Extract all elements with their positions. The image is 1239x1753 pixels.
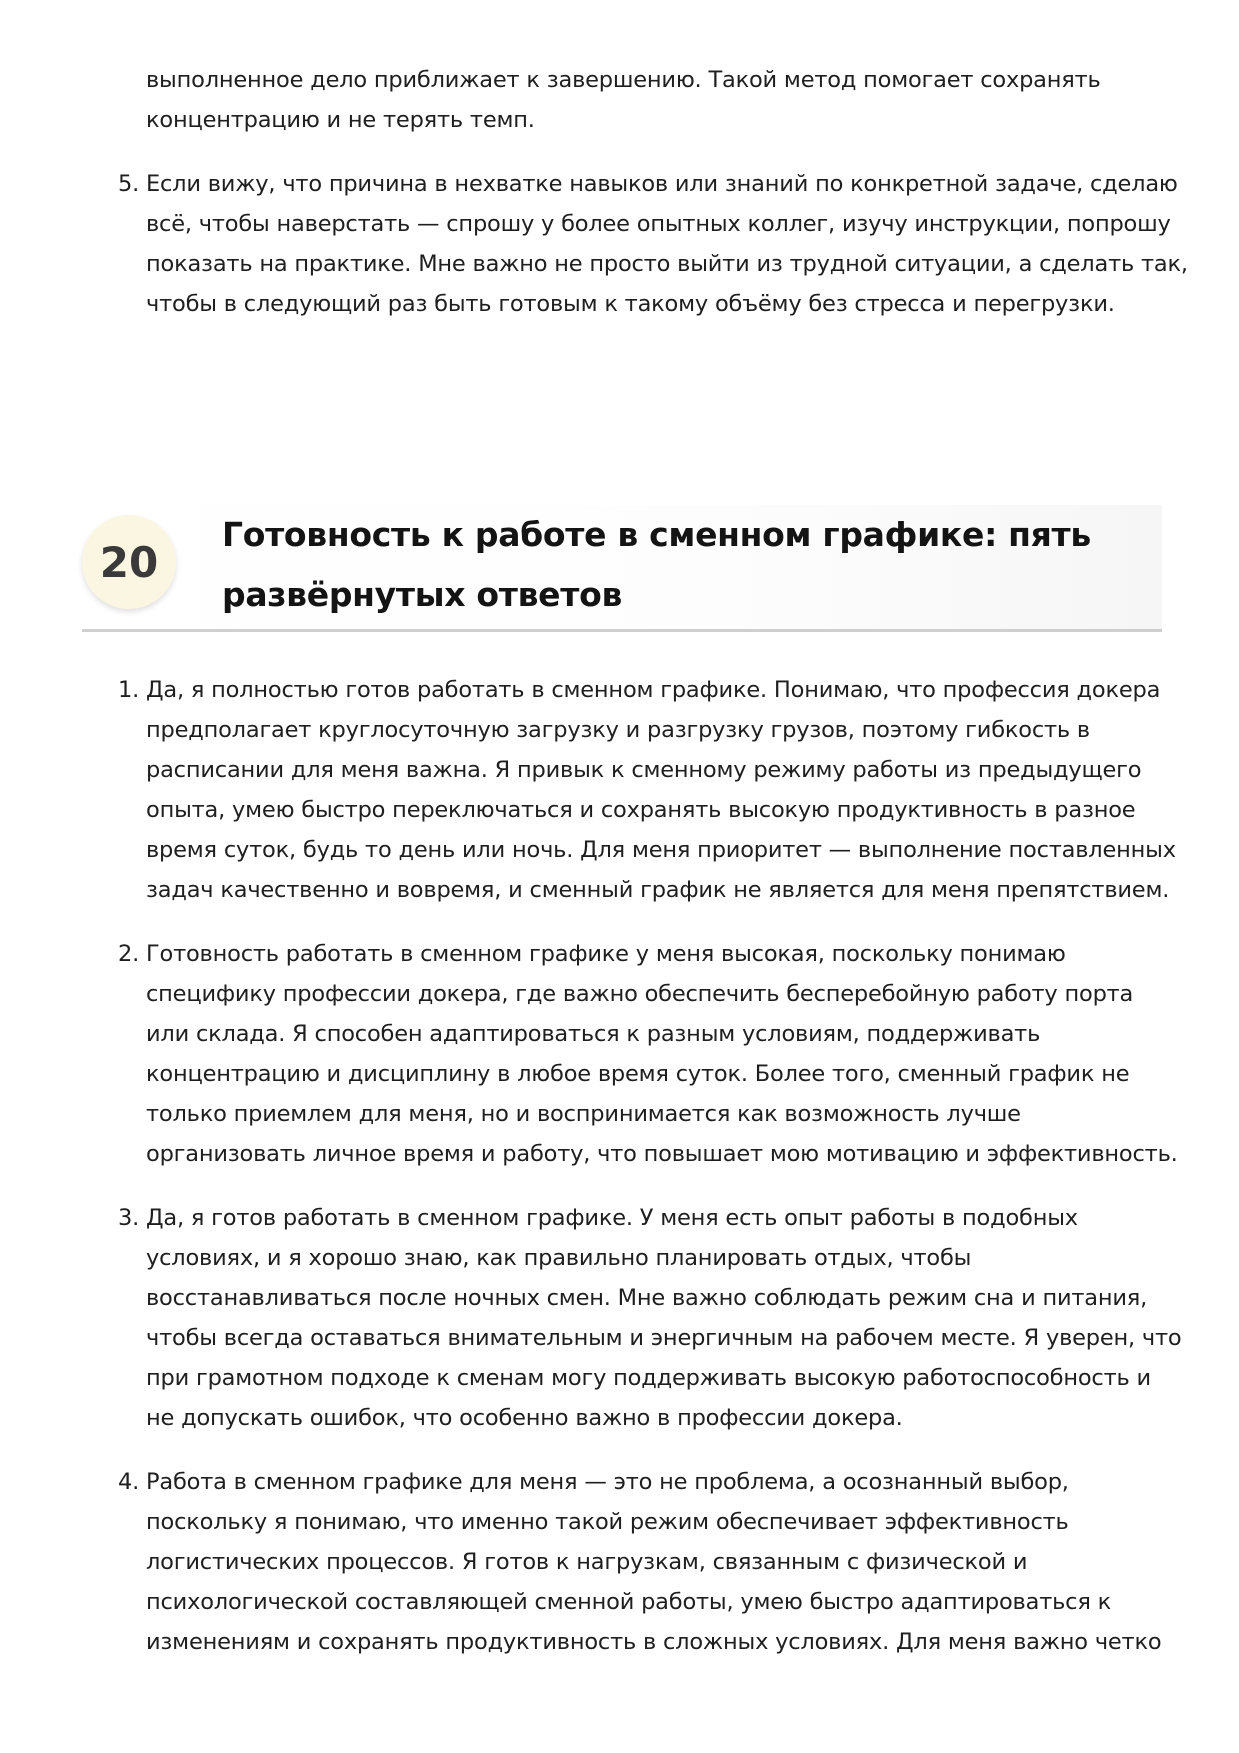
section-title	[222, 505, 1122, 625]
text-line: не допускать ошибок, что особенно важно в профессии докера.	[146, 1405, 903, 1431]
section-title-line: Готовность к работе в сменном графике: пять	[222, 515, 1091, 554]
text-line: специфику профессии докера, где важно обеспечить бесперебойную работу порта	[146, 981, 1134, 1007]
text-line: Да, я готов работать в сменном графике. У меня есть опыт работы в подобных	[146, 1205, 1078, 1231]
text-line: концентрацию и не терять темп.	[146, 107, 535, 133]
text-line: изменениям и сохранять продуктивность в сложных условиях. Для меня важно четко	[146, 1629, 1162, 1655]
list-item	[146, 934, 1178, 1174]
list-item-continuation	[146, 60, 1156, 140]
text-line: Да, я полностью готов работать в сменном графике. Понимаю, что профессия докера	[146, 677, 1161, 703]
text-line: при грамотном подходе к сменам могу поддерживать высокую работоспособность и	[146, 1365, 1151, 1391]
text-line: Готовность работать в сменном графике у меня высокая, поскольку понимаю	[146, 941, 1066, 967]
text-line: условиях, и я хорошо знаю, как правильно планировать отдых, чтобы	[146, 1245, 972, 1271]
text-line: выполненное дело приближает к завершению. Такой метод помогает сохранять	[146, 67, 1101, 93]
list-item	[146, 1462, 1162, 1662]
list-item-number: 5.	[118, 171, 140, 197]
text-line: чтобы в следующий раз быть готовым к такому объёму без стресса и перегрузки.	[146, 291, 1115, 317]
list-item-number: 1.	[118, 677, 140, 703]
text-line: или склада. Я способен адаптироваться к разным условиям, поддерживать	[146, 1021, 1041, 1047]
text-line: логистических процессов. Я готов к нагрузкам, связанным с физической и	[146, 1549, 1028, 1575]
section-header	[82, 505, 1162, 632]
text-line: расписании для меня важна. Я привык к сменному режиму работы из предыдущего	[146, 757, 1142, 783]
text-line: поскольку я понимаю, что именно такой режим обеспечивает эффективность	[146, 1509, 1069, 1535]
section-number-badge: 20	[82, 515, 176, 609]
text-line: концентрацию и дисциплину в любое время суток. Более того, сменный график не	[146, 1061, 1130, 1087]
text-line: задач качественно и вовремя, и сменный график не является для меня препятствием.	[146, 877, 1170, 903]
text-line: чтобы всегда оставаться внимательным и энергичным на рабочем месте. Я уверен, что	[146, 1325, 1182, 1351]
text-line: время суток, будь то день или ночь. Для меня приоритет — выполнение поставленных	[146, 837, 1176, 863]
text-line: восстанавливаться после ночных смен. Мне важно соблюдать режим сна и питания,	[146, 1285, 1148, 1311]
text-line: всё, чтобы наверстать — спрошу у более опытных коллег, изучу инструкции, попрошу	[146, 211, 1171, 237]
section-title-line: развёрнутых ответов	[222, 575, 623, 614]
list-item	[146, 164, 1188, 324]
text-line: психологической составляющей сменной работы, умею быстро адаптироваться к	[146, 1589, 1112, 1615]
list-item	[146, 1198, 1182, 1438]
text-line: организовать личное время и работу, что повышает мою мотивацию и эффективность.	[146, 1141, 1178, 1167]
text-line: предполагает круглосуточную загрузку и разгрузку грузов, поэтому гибкость в	[146, 717, 1090, 743]
text-line: показать на практике. Мне важно не просто выйти из трудной ситуации, а сделать так,	[146, 251, 1188, 277]
text-line: Если вижу, что причина в нехватке навыков или знаний по конкретной задаче, сделаю	[146, 171, 1178, 197]
text-line: только приемлем для меня, но и воспринимается как возможность лучше	[146, 1101, 1021, 1127]
list-item-number: 2.	[118, 941, 140, 967]
list-item-number: 4.	[118, 1469, 140, 1495]
list-item-number: 3.	[118, 1205, 140, 1231]
text-line: опыта, умею быстро переключаться и сохранять высокую продуктивность в разное	[146, 797, 1136, 823]
text-line: Работа в сменном графике для меня — это не проблема, а осознанный выбор,	[146, 1469, 1069, 1495]
list-item	[146, 670, 1176, 910]
